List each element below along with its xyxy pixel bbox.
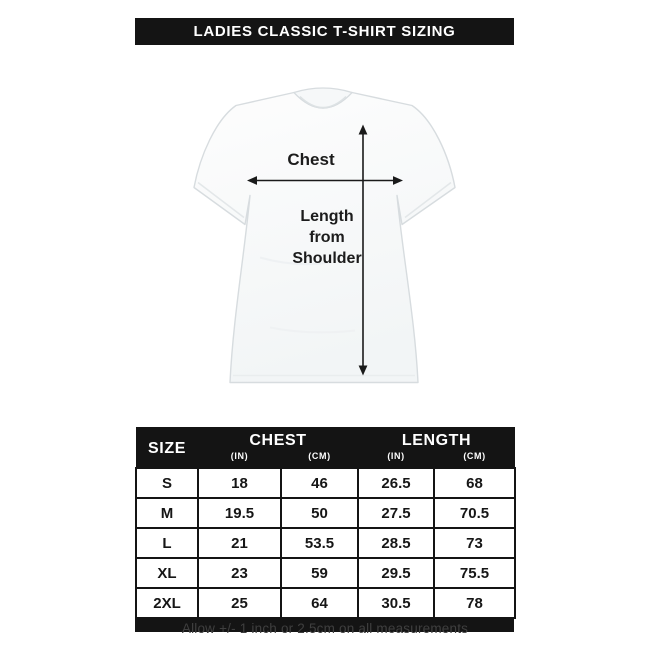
cell-length-in: 28.5 xyxy=(358,528,434,558)
table-row-2xl xyxy=(136,588,515,618)
cell-size: L xyxy=(136,528,198,558)
cell-chest-in: 25 xyxy=(198,588,281,618)
cell-chest-cm: 64 xyxy=(281,588,358,618)
unit-header-length-cm: (CM) xyxy=(434,451,515,468)
size-table xyxy=(135,427,516,619)
cell-chest-in: 23 xyxy=(198,558,281,588)
unit-header-chest-in: (IN) xyxy=(198,451,281,468)
cell-chest-in: 18 xyxy=(198,468,281,498)
cell-length-cm: 73 xyxy=(434,528,515,558)
chest-measurement-label: Chest xyxy=(287,150,335,169)
cell-length-in: 26.5 xyxy=(358,468,434,498)
size-table-header xyxy=(136,427,515,468)
size-table-body xyxy=(136,468,515,618)
cell-size: XL xyxy=(136,558,198,588)
cell-size: 2XL xyxy=(136,588,198,618)
column-header-chest: CHEST xyxy=(198,427,358,451)
cell-chest-in: 19.5 xyxy=(198,498,281,528)
size-table-section xyxy=(135,427,514,632)
table-row-xl xyxy=(136,558,515,588)
cell-length-in: 29.5 xyxy=(358,558,434,588)
cell-chest-cm: 53.5 xyxy=(281,528,358,558)
column-header-size: SIZE xyxy=(136,427,198,468)
cell-length-in: 27.5 xyxy=(358,498,434,528)
cell-chest-in: 21 xyxy=(198,528,281,558)
page-title: LADIES CLASSIC T-SHIRT SIZING xyxy=(193,23,456,40)
unit-header-chest-cm: (CM) xyxy=(281,451,358,468)
cell-length-in: 30.5 xyxy=(358,588,434,618)
length-measurement-label: Length from Shoulder xyxy=(292,208,362,268)
table-row-m xyxy=(136,498,515,528)
column-header-length: LENGTH xyxy=(358,427,515,451)
cell-chest-cm: 46 xyxy=(281,468,358,498)
table-row-s xyxy=(136,468,515,498)
title-bar xyxy=(135,18,514,45)
cell-length-cm: 68 xyxy=(434,468,515,498)
cell-length-cm: 78 xyxy=(434,588,515,618)
cell-chest-cm: 59 xyxy=(281,558,358,588)
cell-size: S xyxy=(136,468,198,498)
unit-header-length-in: (IN) xyxy=(358,451,434,468)
cell-size: M xyxy=(136,498,198,528)
cell-length-cm: 70.5 xyxy=(434,498,515,528)
cell-chest-cm: 50 xyxy=(281,498,358,528)
tolerance-note: Allow +/- 1 inch or 2.5cm on all measurements xyxy=(181,621,469,636)
cell-length-cm: 75.5 xyxy=(434,558,515,588)
table-row-l xyxy=(136,528,515,558)
